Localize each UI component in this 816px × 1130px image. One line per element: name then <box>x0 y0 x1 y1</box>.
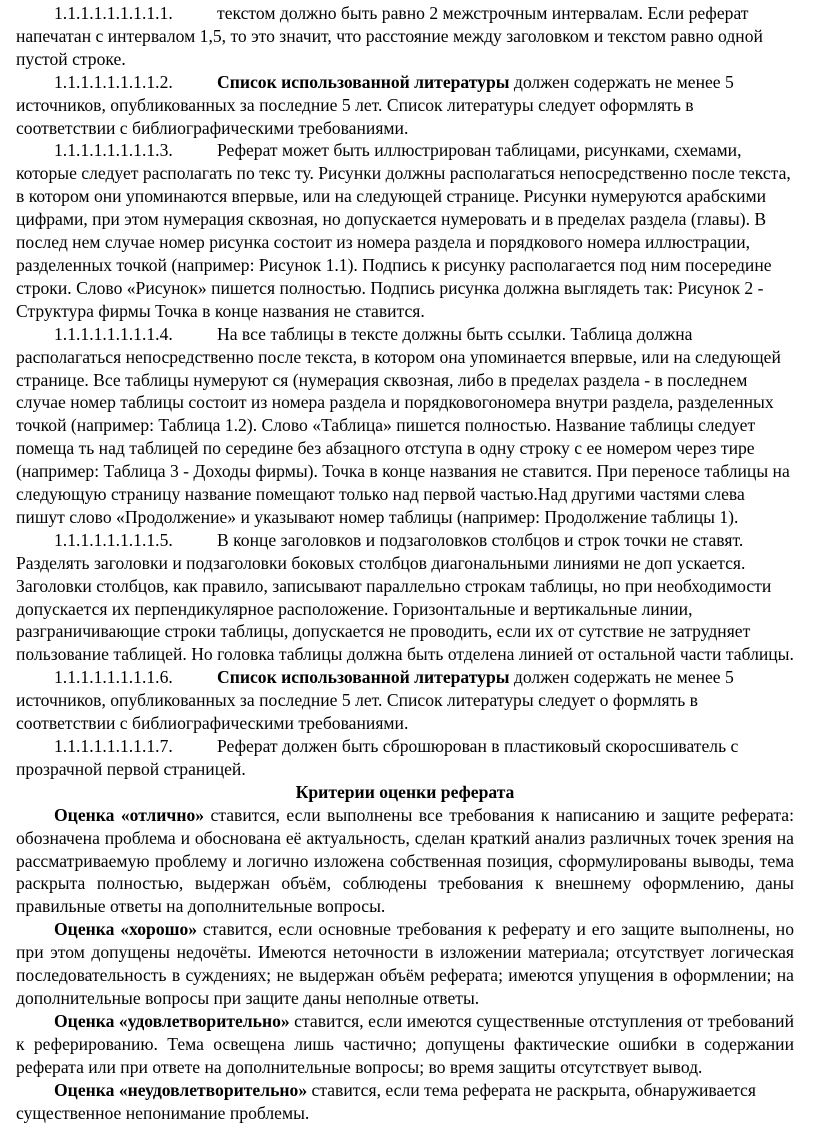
item-number: 1.1.1.1.1.1.1.1.3. <box>54 140 173 161</box>
item-text: Реферат может быть иллюстрирован таблицами, рисунками, схемами, которые следует располагать по текс ту. Рисунки должны располагаться непосредственно после текста, в котором они упоминаются впервые, или на следующей странице. Рисунки нумеруются арабскими цифрами, при этом нумерация сквозная, но допускается нумеровать и в пределах раздела (главы). В послед нем случае номер рисунка состоит из номера раздела и порядкового номера иллюстрации, разделенных точкой (например: Рисунок 1.1). Подпись к рисунку располагается под ним посередине строки. Слово «Рисунок» пишется полностью. Подпись рисунка должна выглядеть так: Рисунок 2 - Структура фирмы Точка в конце названия не ставится. <box>16 140 791 321</box>
list-item <box>16 323 794 529</box>
criterion-text: ставится, если тема реферата не раскрыта, обнаруживается существенное непонимание проблемы. <box>16 1079 756 1123</box>
item-bold-text: Список использованной литературы <box>217 71 510 92</box>
item-number: 1.1.1.1.1.1.1.1.6. <box>54 667 173 688</box>
item-bold-text: Список использованной литературы <box>217 667 510 688</box>
list-item <box>16 529 794 666</box>
criterion-paragraph <box>16 1079 794 1125</box>
list-item <box>16 71 794 140</box>
item-text: На все таблицы в тексте должны быть ссылки. Таблица должна располагаться непосредственно после текста, в котором она упоминается впервые, или на следующей странице. Все таблицы нумеруют ся (нумерация сквозная, либо в пределах раздела - в последнем случае номер таблицы состоит из номера раздела и порядковогономера внутри раздела, разделенных точкой (например: Таблица 1.2). Слово «Таблица» пишется полностью. Название таблицы следует помеща ть над таблицей по середине без абзацного отступа в одну строку с ее номером через тире (например: Таблица 3 - Доходы фирмы). Точка в конце названия не ставится. При переносе таблицы на следующую страницу название помещают только над первой частью.Над другими частями слева пишут слово «Продолжение» и указывают номер таблицы (например: Продолжение таблицы 1). <box>16 323 790 527</box>
list-item <box>16 2 794 71</box>
criterion-paragraph <box>16 918 794 1010</box>
criterion-text: ставится, если выполнены все требования к написанию и защите реферата: обозначена проблема и обоснована её актуальность, сделан краткий анализ различных точек зрения на рассматриваемую проблему и логично изложена собственная позиция, сформулированы выводы, тема раскрыта полностью, выдержан объём, соблюдены требования к внешнему оформлению, даны правильные ответы на дополнительные вопросы. <box>16 804 795 917</box>
list-item <box>16 666 794 735</box>
item-text: должен содержать не менее 5 источников, опубликованных за последние 5 лет. Список литературы следует оформлять в соответствии с библиографическими требованиями. <box>16 71 734 138</box>
item-number: 1.1.1.1.1.1.1.1.5. <box>54 529 173 550</box>
item-number: 1.1.1.1.1.1.1.1.1. <box>54 3 173 23</box>
list-item <box>16 139 794 322</box>
item-text: текстом должно быть равно 2 межстрочным интервалам. Если реферат напечатан с интервалом 1,5, то это значит, что расстояние между заголовком и текстом равно одной пустой строке. <box>16 3 763 69</box>
criterion-grade: Оценка «неудовлетворительно» <box>54 1079 308 1100</box>
criterion-text: ставится, если имеются существенные отступления от требований к реферированию. Тема освещена лишь частично; допущены фактические ошибки в содержании реферата или при ответе на дополнительные вопросы; во время защиты отсутствует вывод. <box>16 1010 794 1077</box>
list-item <box>16 735 794 781</box>
criterion-paragraph <box>16 804 794 919</box>
criterion-grade: Оценка «удовлетворительно» <box>54 1010 290 1031</box>
item-number: 1.1.1.1.1.1.1.1.2. <box>54 71 173 92</box>
criterion-grade: Оценка «хорошо» <box>54 919 198 940</box>
item-number: 1.1.1.1.1.1.1.1.4. <box>54 323 173 344</box>
criterion-text: ставится, если основные требования к реферату и его защите выполнены, но при этом допущены недочёты. Имеются неточности в изложении материала; отсутствует логическая последовательность в суждениях; не выдержан объём реферата; имеются упущения в оформлении; на дополнительные вопросы при защите даны неполные ответы. <box>16 919 794 1008</box>
item-text: должен содержать не менее 5 источников, опубликованных за последние 5 лет. Список литературы следует о формлять в соответствии с библиографическими требованиями. <box>16 667 734 734</box>
criterion-grade: Оценка «отлично» <box>54 804 205 825</box>
item-number: 1.1.1.1.1.1.1.1.7. <box>54 736 173 756</box>
item-text: Реферат должен быть сброшюрован в пластиковый скоросшиватель с прозрачной первой страницей. <box>16 736 739 779</box>
criteria-list <box>16 804 794 1125</box>
criterion-paragraph <box>16 1010 794 1079</box>
criteria-heading: Критерии оценки реферата <box>295 781 515 802</box>
item-text: В конце заголовков и подзаголовков столбцов и строк точки не ставят. Разделять заголовки и подзаголовки боковых столбцов диагональными линиями не доп ускается. Заголовки столбцов, как правило, записывают параллельно строкам таблицы, но при необходимости допускается их перпендикулярное расположение. Горизонтальные и вертикальные линии, разграничивающие строки таблицы, допускается не проводить, если их от сутствие не затрудняет пользование таблицей. Но головка таблицы должна быть отделена линией от остальной части таблицы. <box>16 529 794 665</box>
requirements-list <box>16 2 794 781</box>
